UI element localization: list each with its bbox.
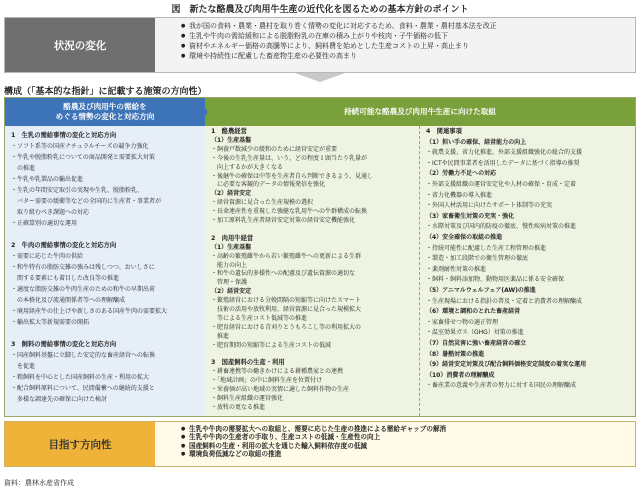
bullet-text: 多様な調達先の確保に向けた検討 xyxy=(11,396,108,403)
subsection-heading: （5）アニマルウェルフェア(AW)の推進 xyxy=(426,287,536,294)
goal-list xyxy=(181,425,446,458)
bullet-text: ・和牛の遺伝的多様性への配慮及び遺伝資源の適切な xyxy=(211,270,356,278)
goal-box xyxy=(4,421,636,467)
bullet-text: に必要な客観的データの情報発信を強化 xyxy=(211,181,326,189)
section-heading: 2 肉用牛経営 xyxy=(211,234,254,242)
subsection-heading: （2）経営安定 xyxy=(211,190,252,198)
bullet-text: ・放牧の更なる推進 xyxy=(211,403,266,411)
bullet-text: ・繁殖経営における分娩間隔の短縮等に向けたスマート xyxy=(211,297,361,305)
bullet-text: ・温室効果ガス（GHG）対策の推進 xyxy=(426,329,524,337)
bullet-text: ・ソフト系等の国産ナチュラルチーズの競争力強化 xyxy=(11,143,149,150)
bullet-text: ・経営資源に見合った生産規模の選択 xyxy=(211,199,314,207)
left-column-header xyxy=(5,98,205,126)
subsection-heading: （9）経営安定対策及び配合飼料価格安定制度の着実な運用 xyxy=(426,361,587,369)
bullet-text: ・廃用経産牛の仕上げや新しさのある国産牛肉の需要拡大 xyxy=(11,308,168,315)
right-column-header xyxy=(205,98,635,126)
subsection-heading: （6）環境と調和のとれた畜産経営 xyxy=(426,308,521,316)
subsection-heading: （1）生産基盤 xyxy=(211,136,252,144)
bullet-text: ・水際対策及び国内的防疫の徹底、慢性疾病対策の推進 xyxy=(426,223,577,231)
bullet-text: ・耕畜連携等の働きかけによる耕種農家との連携 xyxy=(211,368,344,376)
goal-item: ● 生乳や牛肉の生産者の手取り、生産コストの低減・生産性の向上 xyxy=(181,433,446,441)
bullet-text: 能力の向上 xyxy=(211,261,248,269)
bullet-text: ・持続可能性に配慮した生産工程管理の推進 xyxy=(426,244,547,252)
subsection-heading: （2）経営安定 xyxy=(211,288,252,296)
bullet-text: 向上するかが大きくなる xyxy=(211,163,284,171)
left-panel xyxy=(5,126,205,416)
bullet-text: ・飼料生産組織の運営強化 xyxy=(211,395,284,402)
status-change-box xyxy=(4,17,636,73)
bullet-text: ・牛乳や乳製品の輸出促進 xyxy=(11,176,84,183)
right-column-title: 持続可能な酪農及び肉用牛生産に向けた取組 xyxy=(344,107,496,116)
bullet-text: ・牛乳や脱脂粉乳についての商品開発と需要拡大対策 xyxy=(11,154,155,161)
section-heading: 3 国産飼料の生産・利用 xyxy=(211,359,285,367)
bullet-text: ・就農支援、省力化推進、外部支援組織強化の総合的支援 xyxy=(426,149,583,157)
bullet-text: ・畜産業の意義や生産者の努力に対する国民の理解醸成 xyxy=(426,382,577,390)
bullet-text: ・正確算別の適切な運用 xyxy=(11,220,78,227)
status-item: ● 環境や持続性に配慮した畜産物生産の必要性の高まり xyxy=(181,51,631,61)
section-heading: 4 関連事項 xyxy=(426,128,462,135)
bullet-text: ・今後の生乳生産量は、いう、どの程度１頭当たり乳量が xyxy=(211,154,368,162)
bullet-text: ・飼養戸数減少の緩和のために経営安定が重要 xyxy=(211,145,338,153)
header-arrow-icon xyxy=(198,98,208,126)
bullet-text: 推進 xyxy=(211,332,230,340)
bullet-text: ・製造・加工段階での衛生管理の徹底 xyxy=(426,255,529,263)
goal-item: ● 環境負荷低減などの取組の推進 xyxy=(181,450,446,458)
bullet-text: ・需要に応じた牛肉の供給 xyxy=(11,253,84,260)
bullet-text: ・外部支援組織の運営安定化や人材の確保・育成・定着 xyxy=(426,181,577,188)
bullet-text: 管理・保護 xyxy=(211,279,248,287)
bullet-text: ・輸出拡大等新規需要の開拓 xyxy=(11,319,90,326)
bullet-text: ・高齢の繁殖雌牛から若い繁殖雌牛への更新による生群 xyxy=(211,252,362,260)
subsection-heading: （2）労働力不足への対応 xyxy=(426,170,497,178)
bullet-text: ・生乳の年間安定取引の実現や生乳、脱脂粉乳、 xyxy=(11,187,144,194)
goal-item: ● 生乳や牛肉の需要拡大への取組と、需要に応じた生産の推進による需給ギャップの解消 xyxy=(181,425,446,433)
section-heading: 1 生乳の需給事情の変化と対応方向 xyxy=(11,132,117,139)
section-heading: 1 酪農経営 xyxy=(211,128,247,135)
status-item: ● 生乳や牛肉の需給緩和による脱脂粉乳の在庫の積み上がりや枝肉・子牛価格の低下 xyxy=(181,31,631,41)
status-item: ● 我が国の食料・農業・農村を取り巻く情勢の変化に対応するため、食料・農業・農村基本法を改正 xyxy=(181,21,631,31)
left-column-title: 酪農及び肉用牛の需給を めぐる情勢の変化と対応方向 xyxy=(55,102,155,121)
bullet-text: バター需要の緩衝等などの全国的に生産者・事業者が xyxy=(11,198,162,205)
bullet-text: の本格化及び流通関係者等への理解醸成 xyxy=(11,297,126,304)
bullet-text: ・栄養価が高い地域の実情に適した飼料作物の生産 xyxy=(211,386,350,394)
bullet-text: ・肥育期間の短縮等による生産コストの低減 xyxy=(211,341,332,349)
subsection-heading: （4）安全確保の取組の推進 xyxy=(426,234,503,241)
structure-heading: 構成（「基本的な指針」に記載する施策の方向性） xyxy=(4,87,207,97)
bullet-text: ・配合飼料原料について、民間備蓄への継続的支援と xyxy=(11,385,155,392)
figure-title: 図 新たな酪農及び肉用牛生産の近代化を図るための基本方針のポイント xyxy=(171,5,469,15)
bullet-text: ・家畜排せつ物の適正管理 xyxy=(426,318,499,326)
bullet-text: ・省力化機器の導入推進 xyxy=(426,191,493,199)
bullet-text: ・飼料・飼料添加物、動物用医薬品に係る安全確保 xyxy=(426,276,565,284)
bullet-text: ・和牛特有の脂肪交雑の強みは残しつつ、おいしさに xyxy=(11,264,155,271)
section-heading: 3 飼料の需給事情の変化と対応方向 xyxy=(11,341,117,348)
bullet-text: ・薬剤耐性対策の推進 xyxy=(426,265,487,273)
bullet-text: を促進 xyxy=(11,363,36,370)
goal-label: 目指す方向性 xyxy=(5,422,155,466)
bullet-text: ・生産現場における指針の普及・定着と消費者の理解醸成 xyxy=(426,297,583,305)
structure-frame xyxy=(4,97,636,417)
subsection-heading: （7）自然災害に強い畜産経営の確立 xyxy=(426,340,527,347)
status-change-list xyxy=(181,21,631,61)
bullet-text: ・肥育経営における青刈りとうもろこし等の利用拡大の xyxy=(211,323,362,331)
bullet-text: ・粗飼料を中心とした国産飼料の生産・利用の拡大 xyxy=(11,374,150,381)
source-note: 資料：農林水産省作成 xyxy=(4,479,74,487)
bullet-text: の推進 xyxy=(11,165,36,172)
bullet-text: ・適度な脂肪交雑の牛肉生産のための和牛の早期出荷 xyxy=(11,286,156,293)
bullet-text: ・加工原料乳生産者経営安定対策の経営安定機能強化 xyxy=(211,217,356,224)
bullet-text: ・後継牛の確保は中等を生産者自ら判断できるよう、見通し xyxy=(211,172,374,180)
status-change-label: 状況の変化 xyxy=(5,18,155,72)
down-arrow-icon xyxy=(295,73,345,82)
bullet-text: ・ICTや民間事業者を活用したデータに基づく指導の推奨 xyxy=(426,159,580,167)
subsection-heading: （3）家畜衛生対策の充実・強化 xyxy=(426,212,515,220)
bullet-text: ・長命連産性を重視した強健な乳用牛への牛群構成の転換 xyxy=(211,208,368,216)
bullet-text: ・外国人材活用に向けたサポート体制等の充実 xyxy=(426,202,553,210)
section-heading: 2 牛肉の需給事情の変化と対応方向 xyxy=(11,242,117,249)
subsection-heading: （8）暑熱対策の推進 xyxy=(426,350,485,358)
bullet-text: ・「地域計画」の中に飼料生産を位置付け xyxy=(211,377,323,385)
bullet-text: ・国産飼料基盤に立脚した安定的な畜産経営への転換 xyxy=(11,352,156,359)
right-panel xyxy=(420,126,635,416)
subsection-heading: （10）消費者の理解醸成 xyxy=(426,371,495,379)
bullet-text: 技術の活用や放牧利用、経営資源に見合った規模拡大 xyxy=(211,306,362,313)
middle-panel xyxy=(205,126,420,416)
bullet-text: 等による生産コスト低減等の推進 xyxy=(211,314,308,322)
status-item: ● 資材やエネルギー価格の高騰等により、飼料費を始めとした生産コストの上昇・高止まり xyxy=(181,41,631,51)
bullet-text: 関する要素にも着目した改良等の推進 xyxy=(11,275,120,282)
bullet-text: 取り組むべき課題への対応 xyxy=(11,209,90,216)
subsection-heading: （1）担い手の確保、経営能力の向上 xyxy=(426,138,527,146)
goal-item: ● 国産飼料の生産・利用の拡大を通じた輸入飼料依存度の低減 xyxy=(181,442,446,450)
subsection-heading: （1）生産基盤 xyxy=(211,243,252,251)
